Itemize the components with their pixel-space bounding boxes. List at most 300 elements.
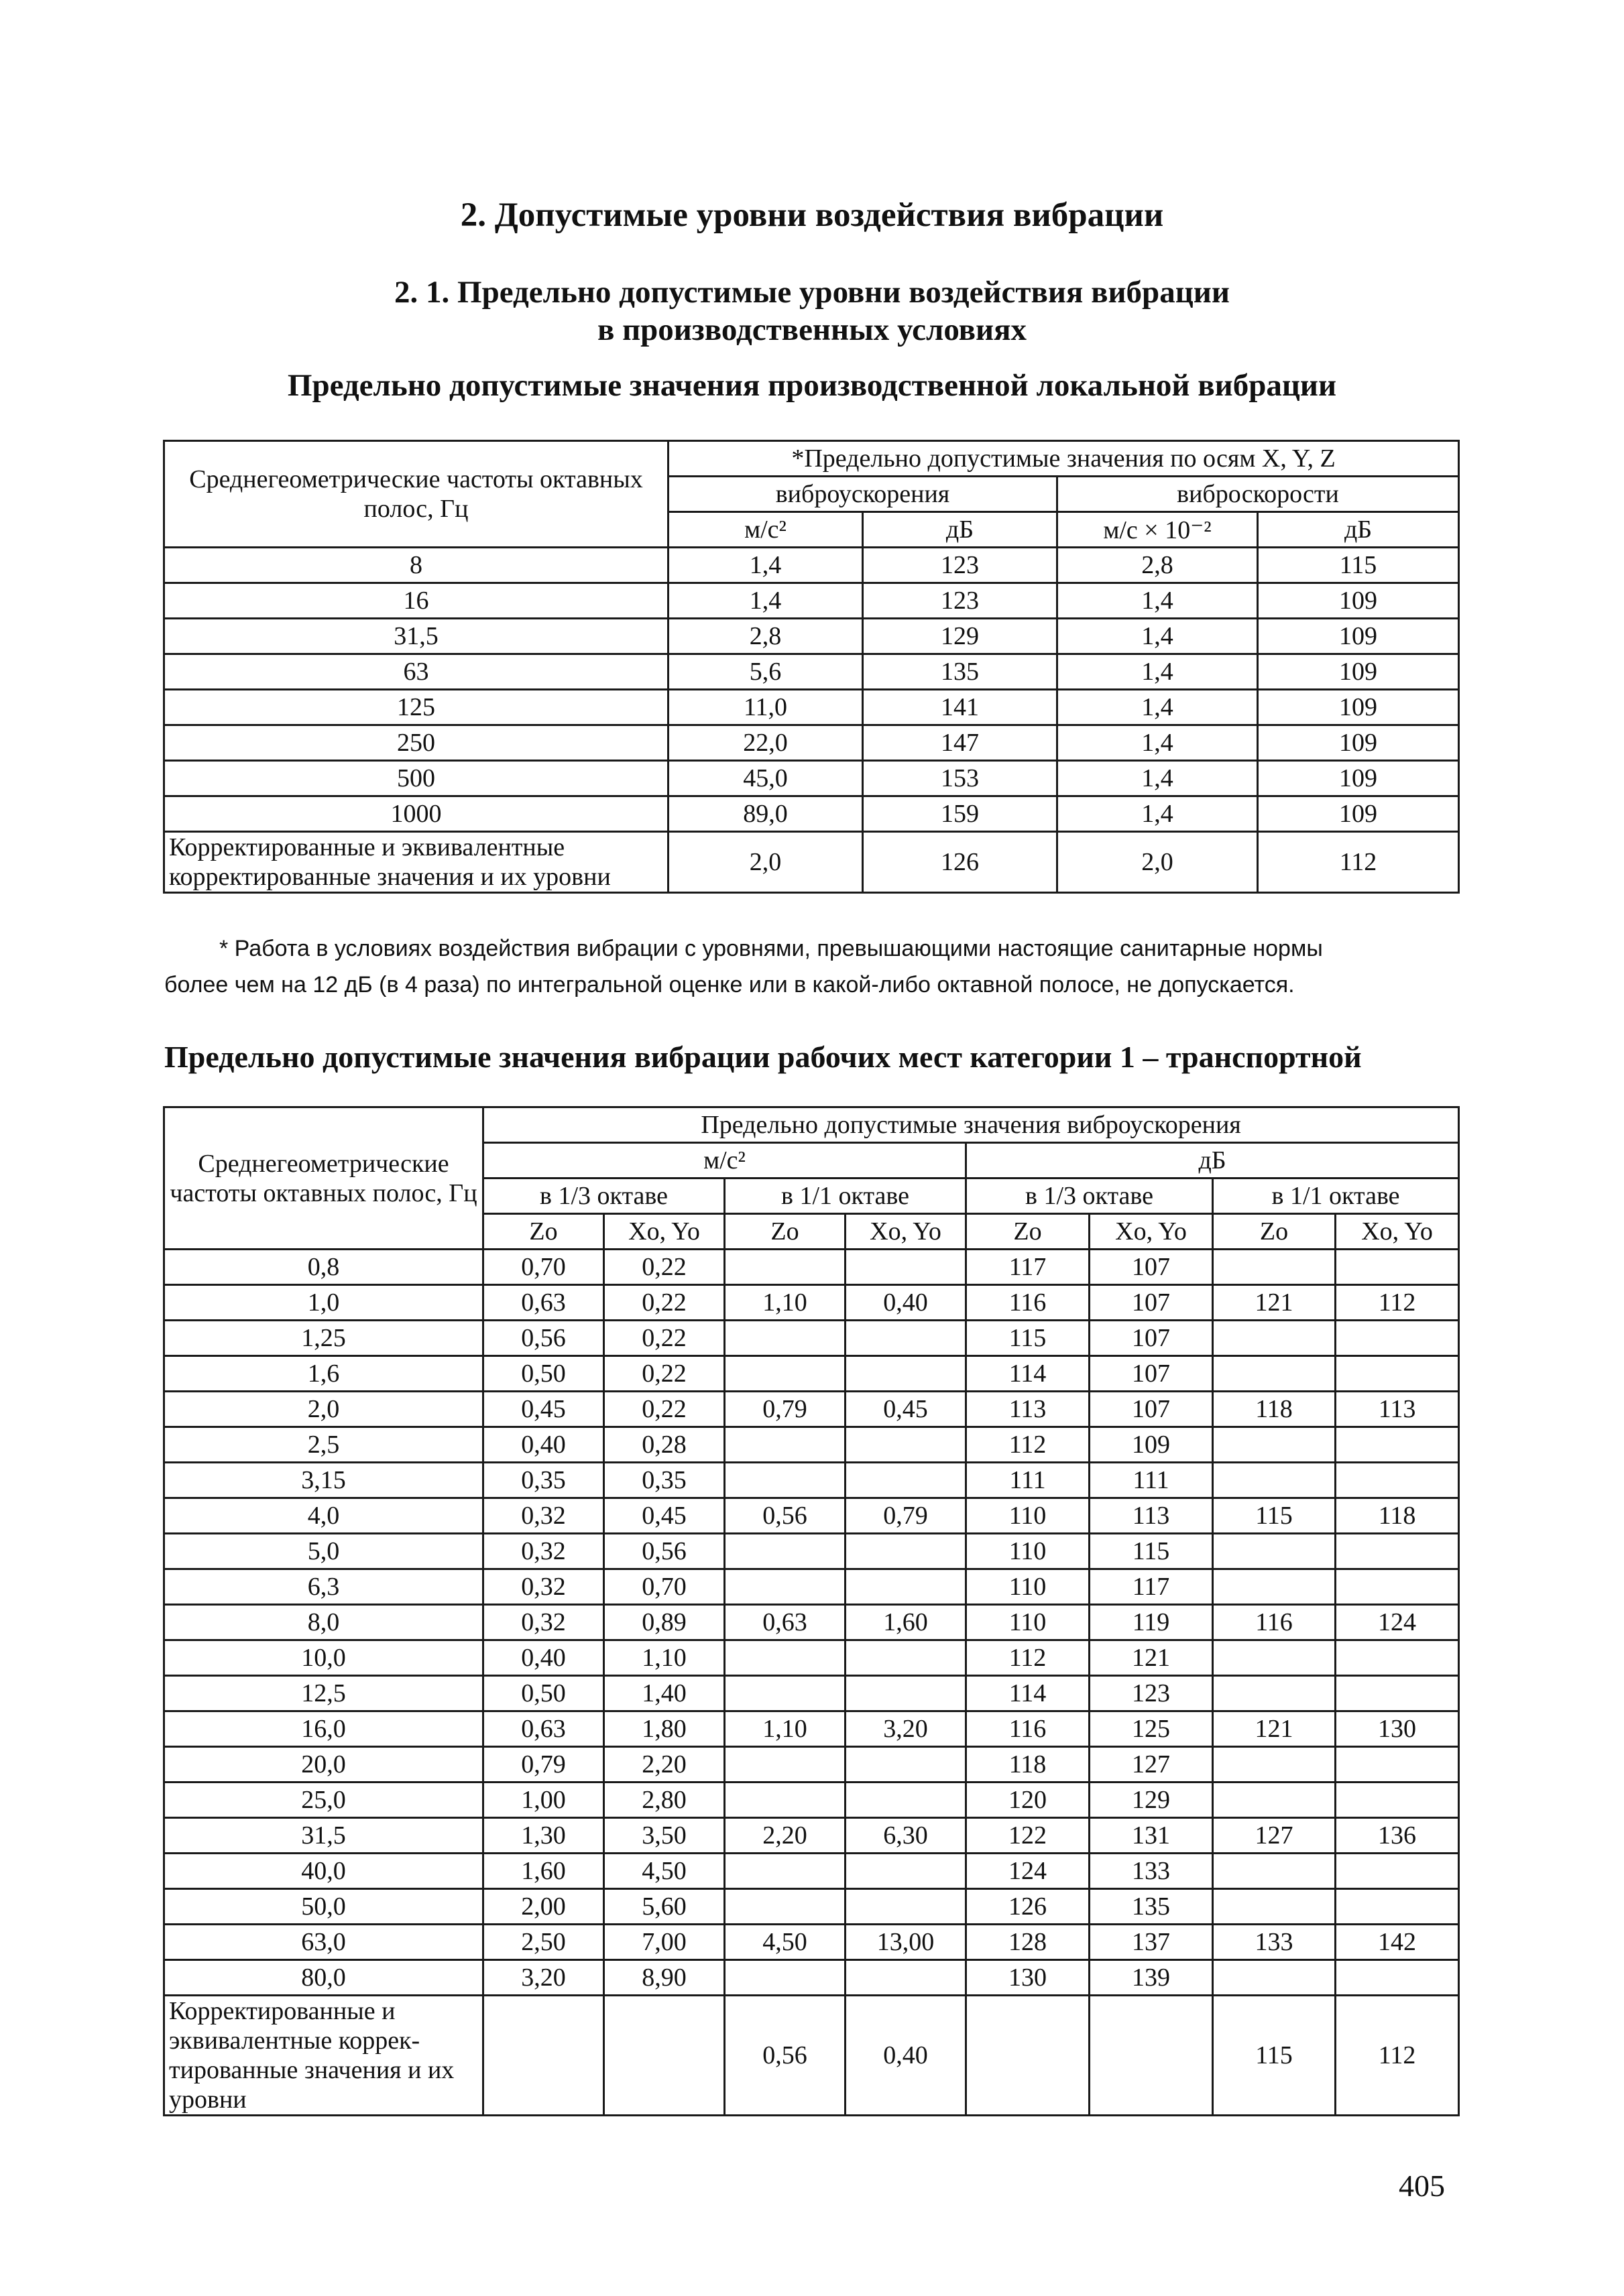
table2-summary-cell: 115 (1213, 1996, 1336, 2116)
table2-value-cell: 114 (966, 1356, 1090, 1392)
table2-value-cell: 0,45 (483, 1392, 604, 1427)
table2-value-cell: 1,00 (483, 1783, 604, 1818)
table2-value-cell (1336, 1250, 1459, 1285)
table2-row (164, 1605, 1459, 1640)
table2-value-cell: 110 (966, 1534, 1090, 1569)
table2-value-cell: 0,32 (483, 1569, 604, 1605)
table2-row (164, 1356, 1459, 1392)
table2-value-cell (846, 1960, 966, 1996)
table2-value-cell: 118 (1213, 1392, 1336, 1427)
table2-value-cell (846, 1747, 966, 1783)
table2-value-cell: 0,45 (846, 1392, 966, 1427)
table1-freq-cell: 500 (164, 761, 669, 796)
table2-row (164, 1925, 1459, 1960)
table2-freq-cell: 3,15 (164, 1463, 483, 1498)
table1-value-cell: 159 (863, 796, 1057, 832)
table2-freq-cell: 31,5 (164, 1818, 483, 1854)
table2-value-cell (725, 1783, 846, 1818)
table2-value-cell: 5,60 (604, 1889, 725, 1925)
table2-value-cell: 113 (966, 1392, 1090, 1427)
table2-value-cell: 107 (1090, 1321, 1213, 1356)
table2-header (164, 1107, 1459, 1250)
table1-freq-cell: 16 (164, 583, 669, 619)
table2-freq-cell: 25,0 (164, 1783, 483, 1818)
table1-value-cell: 22,0 (669, 725, 863, 761)
table2-value-cell: 0,50 (483, 1356, 604, 1392)
table2-value-cell: 114 (966, 1676, 1090, 1711)
table2-value-cell (1213, 1534, 1336, 1569)
table2-value-cell: 107 (1090, 1250, 1213, 1285)
table1-unit-db1: дБ (863, 512, 1057, 548)
table2-value-cell: 109 (1090, 1427, 1213, 1463)
table2-row (164, 1747, 1459, 1783)
table2-value-cell: 0,22 (604, 1321, 725, 1356)
table2-value-cell (1213, 1250, 1336, 1285)
table2-value-cell: 6,30 (846, 1818, 966, 1854)
table2-freq-cell: 12,5 (164, 1676, 483, 1711)
table2-value-cell (846, 1783, 966, 1818)
table1-value-cell: 109 (1258, 690, 1459, 725)
table1-value-cell: 1,4 (1057, 619, 1258, 654)
table2-value-cell: 1,10 (604, 1640, 725, 1676)
table2-axis-header: Zo (966, 1214, 1090, 1250)
table2-value-cell (725, 1854, 846, 1889)
table2-value-cell (725, 1534, 846, 1569)
table2-value-cell (846, 1854, 966, 1889)
table2-value-cell: 0,89 (604, 1605, 725, 1640)
table1-title: Предельно допустимые значения производственной локальной вибрации (287, 368, 1337, 403)
table1-value-cell: 129 (863, 619, 1057, 654)
table2-value-cell (846, 1640, 966, 1676)
table2-value-cell: 3,20 (483, 1960, 604, 1996)
table2-value-cell: 107 (1090, 1356, 1213, 1392)
table2-value-cell: 115 (1213, 1498, 1336, 1534)
table2-summary-cell (966, 1996, 1090, 2116)
table1-freq-cell: 31,5 (164, 619, 669, 654)
table2-freq-cell: 4,0 (164, 1498, 483, 1534)
table2-value-cell: 0,70 (604, 1569, 725, 1605)
table1-value-cell: 135 (863, 654, 1057, 690)
table2-freq-cell: 6,3 (164, 1569, 483, 1605)
table2-value-cell: 117 (1090, 1569, 1213, 1605)
table2-freq-header: Среднегеометрические частоты октавных полос, Гц (164, 1107, 483, 1250)
local-vibration-table (163, 440, 1460, 894)
table2-value-cell (725, 1463, 846, 1498)
table2-value-cell: 1,10 (725, 1711, 846, 1747)
table2-row (164, 1569, 1459, 1605)
table2-value-cell: 1,30 (483, 1818, 604, 1854)
table2-value-cell: 110 (966, 1569, 1090, 1605)
table2-value-cell: 0,79 (483, 1747, 604, 1783)
table1-summary-cell: 2,0 (669, 832, 863, 893)
table2-freq-cell: 63,0 (164, 1925, 483, 1960)
table2-row (164, 1498, 1459, 1534)
table2-axis-header: Zo (725, 1214, 846, 1250)
table2-axis-header: Zo (1213, 1214, 1336, 1250)
table2-summary-row (164, 1996, 1459, 2116)
table1-row (164, 690, 1459, 725)
table1-row (164, 761, 1459, 796)
table1-summary-cell: 2,0 (1057, 832, 1258, 893)
table1-value-cell: 123 (863, 583, 1057, 619)
table2-value-cell: 121 (1213, 1285, 1336, 1321)
table2-value-cell: 0,56 (725, 1498, 846, 1534)
table2-value-cell (725, 1321, 846, 1356)
table1-value-cell: 1,4 (669, 548, 863, 583)
table2-freq-cell: 5,0 (164, 1534, 483, 1569)
table2-value-cell (1336, 1676, 1459, 1711)
table1-value-cell: 11,0 (669, 690, 863, 725)
table2-value-cell (725, 1427, 846, 1463)
table2-value-cell (725, 1889, 846, 1925)
table2-value-cell: 122 (966, 1818, 1090, 1854)
table2-freq-cell: 0,8 (164, 1250, 483, 1285)
table2-value-cell: 115 (1090, 1534, 1213, 1569)
table2-value-cell: 0,63 (725, 1605, 846, 1640)
table2-axis-header: Xo, Yo (846, 1214, 966, 1250)
table1-freq-cell: 1000 (164, 796, 669, 832)
table1-value-cell: 153 (863, 761, 1057, 796)
table2-value-cell: 0,22 (604, 1285, 725, 1321)
table2-row (164, 1427, 1459, 1463)
table2-full-octave-db: в 1/1 октаве (1213, 1179, 1459, 1214)
table2-value-cell (1336, 1569, 1459, 1605)
page-number: 405 (1399, 2169, 1445, 2203)
table2-value-cell: 139 (1090, 1960, 1213, 1996)
table2-value-cell: 0,50 (483, 1676, 604, 1711)
table2-value-cell (846, 1534, 966, 1569)
table1-velocity-header: виброскорости (1057, 477, 1459, 512)
table2-value-cell: 119 (1090, 1605, 1213, 1640)
table1-value-cell: 141 (863, 690, 1057, 725)
footnote-line1: * Работа в условиях воздействия вибрации с уровнями, превышающими настоящие санитарные нормы (219, 936, 1323, 961)
table1-freq-cell: 250 (164, 725, 669, 761)
table2-freq-cell: 50,0 (164, 1889, 483, 1925)
table2-row (164, 1854, 1459, 1889)
table1-unit-accel: м/с² (669, 512, 863, 548)
table2-value-cell (1213, 1640, 1336, 1676)
table2-value-cell: 135 (1090, 1889, 1213, 1925)
table2-value-cell: 1,60 (846, 1605, 966, 1640)
table2-third-octave-db: в 1/3 октаве (966, 1179, 1213, 1214)
table2-value-cell: 142 (1336, 1925, 1459, 1960)
table2-third-octave-ms2: в 1/3 октаве (483, 1179, 725, 1214)
table2-value-cell (1213, 1889, 1336, 1925)
table1-body (164, 548, 1459, 832)
table2-summary-label: Корректированные и эквивалентные коррек-тированные значения и их уровни (164, 1996, 483, 2116)
table2-freq-cell: 8,0 (164, 1605, 483, 1640)
table1-freq-cell: 8 (164, 548, 669, 583)
table1-summary-row (164, 832, 1459, 893)
table2-value-cell: 0,70 (483, 1250, 604, 1285)
table2-summary-cell: 112 (1336, 1996, 1459, 2116)
table2-value-cell: 120 (966, 1783, 1090, 1818)
table2-value-cell: 107 (1090, 1285, 1213, 1321)
table2-value-cell: 127 (1090, 1747, 1213, 1783)
footnote (164, 930, 1458, 1003)
table2-axis-header: Xo, Yo (1336, 1214, 1459, 1250)
table2-freq-cell: 16,0 (164, 1711, 483, 1747)
table2-value-cell: 0,32 (483, 1498, 604, 1534)
table2-value-cell: 1,80 (604, 1711, 725, 1747)
transport-vibration-table (163, 1106, 1460, 2116)
table2-value-cell: 4,50 (604, 1854, 725, 1889)
table1-value-cell: 123 (863, 548, 1057, 583)
table2-full-octave-ms2: в 1/1 октаве (725, 1179, 966, 1214)
table2-value-cell (846, 1889, 966, 1925)
table2-value-cell: 116 (966, 1285, 1090, 1321)
table1-value-cell: 1,4 (1057, 690, 1258, 725)
table2-value-cell: 1,60 (483, 1854, 604, 1889)
table2-value-cell: 7,00 (604, 1925, 725, 1960)
table2-value-cell: 2,00 (483, 1889, 604, 1925)
table2-value-cell (1336, 1356, 1459, 1392)
table2-value-cell: 128 (966, 1925, 1090, 1960)
table2-value-cell: 0,63 (483, 1711, 604, 1747)
table2-value-cell: 123 (1090, 1676, 1213, 1711)
table2-value-cell: 116 (966, 1711, 1090, 1747)
table1-value-cell: 109 (1258, 725, 1459, 761)
table2-axis-header: Xo, Yo (1090, 1214, 1213, 1250)
table2-value-cell: 2,20 (604, 1747, 725, 1783)
table1-summary-label: Корректированные и эквивалентные корректированные значения и их уровни (164, 832, 669, 893)
table2-summary-cell: 0,40 (846, 1996, 966, 2116)
table2-value-cell (846, 1427, 966, 1463)
table1-value-cell: 2,8 (669, 619, 863, 654)
table1-summary-cell: 112 (1258, 832, 1459, 893)
table2-value-cell: 4,50 (725, 1925, 846, 1960)
table2-value-cell: 131 (1090, 1818, 1213, 1854)
table2-value-cell (1336, 1463, 1459, 1498)
table2-value-cell (846, 1356, 966, 1392)
table2-value-cell (846, 1250, 966, 1285)
table2-value-cell (1336, 1321, 1459, 1356)
table1-value-cell: 89,0 (669, 796, 863, 832)
table2-value-cell: 1,10 (725, 1285, 846, 1321)
table1-value-cell: 147 (863, 725, 1057, 761)
table2-value-cell (1336, 1640, 1459, 1676)
table1-row (164, 548, 1459, 583)
table2-title: Предельно допустимые значения вибрации рабочих мест категории 1 – транспортной (164, 1040, 1362, 1074)
table2-value-cell (1336, 1534, 1459, 1569)
table2-row (164, 1250, 1459, 1285)
table2-row (164, 1960, 1459, 1996)
table2-value-cell: 118 (1336, 1498, 1459, 1534)
subsection-heading-line1: 2. 1. Предельно допустимые уровни воздействия вибрации (394, 275, 1230, 310)
table2-value-cell: 0,32 (483, 1534, 604, 1569)
table2-value-cell: 118 (966, 1747, 1090, 1783)
table1-freq-cell: 125 (164, 690, 669, 725)
table2-value-cell (1213, 1463, 1336, 1498)
table2-freq-cell: 80,0 (164, 1960, 483, 1996)
table2-value-cell: 112 (1336, 1285, 1459, 1321)
table2-summary (164, 1996, 1459, 2116)
table2-value-cell: 137 (1090, 1925, 1213, 1960)
table1-row (164, 583, 1459, 619)
table2-freq-cell: 40,0 (164, 1854, 483, 1889)
table2-value-cell: 0,22 (604, 1356, 725, 1392)
table2-limits-header: Предельно допустимые значения виброускорения (483, 1107, 1459, 1143)
table1-value-cell: 109 (1258, 761, 1459, 796)
table2-value-cell: 110 (966, 1605, 1090, 1640)
table1-unit-db2: дБ (1258, 512, 1459, 548)
table2-row (164, 1711, 1459, 1747)
table2-row (164, 1321, 1459, 1356)
table2-value-cell: 8,90 (604, 1960, 725, 1996)
table2-value-cell (725, 1960, 846, 1996)
table2-value-cell: 0,32 (483, 1605, 604, 1640)
table2-value-cell: 0,79 (846, 1498, 966, 1534)
table1-value-cell: 1,4 (669, 583, 863, 619)
table2-row (164, 1285, 1459, 1321)
table2-value-cell: 112 (966, 1427, 1090, 1463)
table2-value-cell (1336, 1960, 1459, 1996)
table2-value-cell: 111 (966, 1463, 1090, 1498)
table2-value-cell (1213, 1854, 1336, 1889)
table1-value-cell: 1,4 (1057, 725, 1258, 761)
table2-value-cell: 129 (1090, 1783, 1213, 1818)
table2-value-cell (725, 1356, 846, 1392)
table2-value-cell: 0,63 (483, 1285, 604, 1321)
table2-value-cell: 121 (1090, 1640, 1213, 1676)
table2-row (164, 1640, 1459, 1676)
table2-value-cell (1213, 1676, 1336, 1711)
table1-value-cell: 1,4 (1057, 796, 1258, 832)
table2-value-cell (1336, 1854, 1459, 1889)
table1-row (164, 796, 1459, 832)
table1-summary (164, 832, 1459, 893)
table2-value-cell: 0,22 (604, 1392, 725, 1427)
table2-row (164, 1392, 1459, 1427)
table1-value-cell: 2,8 (1057, 548, 1258, 583)
table2-value-cell (1213, 1356, 1336, 1392)
table2-value-cell: 3,50 (604, 1818, 725, 1854)
table2-summary-cell (483, 1996, 604, 2116)
table2-value-cell: 133 (1213, 1925, 1336, 1960)
table1-value-cell: 1,4 (1057, 583, 1258, 619)
table2-value-cell: 112 (966, 1640, 1090, 1676)
table2-value-cell (725, 1640, 846, 1676)
table2-value-cell: 0,45 (604, 1498, 725, 1534)
table2-value-cell: 113 (1090, 1498, 1213, 1534)
table2-value-cell (846, 1569, 966, 1605)
table2-value-cell (1336, 1889, 1459, 1925)
table2-value-cell (1213, 1321, 1336, 1356)
footnote-line2: более чем на 12 дБ (в 4 раза) по интегральной оценке или в какой-либо октавной полосе, не допускается. (164, 972, 1295, 998)
table2-value-cell: 125 (1090, 1711, 1213, 1747)
table2-value-cell: 0,40 (846, 1285, 966, 1321)
table2-value-cell: 124 (966, 1854, 1090, 1889)
table2-row (164, 1534, 1459, 1569)
table1-limits-header: *Предельно допустимые значения по осям X, Y, Z (669, 441, 1459, 477)
table2-row (164, 1676, 1459, 1711)
table2-value-cell: 136 (1336, 1818, 1459, 1854)
table2-summary-cell: 0,56 (725, 1996, 846, 2116)
table1-value-cell: 1,4 (1057, 654, 1258, 690)
table2-freq-cell: 1,6 (164, 1356, 483, 1392)
table2-value-cell (846, 1463, 966, 1498)
table2-axis-header: Zo (483, 1214, 604, 1250)
table2-unit-db: дБ (966, 1143, 1459, 1179)
table2-body (164, 1250, 1459, 1996)
table2-value-cell (1213, 1783, 1336, 1818)
table2-value-cell (1213, 1569, 1336, 1605)
table1-row (164, 725, 1459, 761)
table2-axis-header: Xo, Yo (604, 1214, 725, 1250)
table2-value-cell (1336, 1427, 1459, 1463)
table2-value-cell: 13,00 (846, 1925, 966, 1960)
table2-freq-cell: 1,25 (164, 1321, 483, 1356)
table2-value-cell: 0,35 (604, 1463, 725, 1498)
table2-value-cell (1213, 1960, 1336, 1996)
table2-freq-cell: 2,5 (164, 1427, 483, 1463)
table1-row (164, 654, 1459, 690)
table2-value-cell: 117 (966, 1250, 1090, 1285)
table2-value-cell: 111 (1090, 1463, 1213, 1498)
table2-summary-cell (1090, 1996, 1213, 2116)
table2-value-cell: 3,20 (846, 1711, 966, 1747)
table2-value-cell (725, 1569, 846, 1605)
table2-value-cell: 1,40 (604, 1676, 725, 1711)
table2-value-cell: 130 (966, 1960, 1090, 1996)
table1-header (164, 441, 1459, 548)
table2-value-cell: 115 (966, 1321, 1090, 1356)
table2-value-cell: 0,28 (604, 1427, 725, 1463)
table2-row (164, 1783, 1459, 1818)
table2-value-cell (725, 1250, 846, 1285)
table2-freq-cell: 1,0 (164, 1285, 483, 1321)
table1-value-cell: 109 (1258, 619, 1459, 654)
table2-value-cell: 0,40 (483, 1427, 604, 1463)
table1-accel-header: виброускорения (669, 477, 1057, 512)
subsection-heading-line2: в производственных условиях (597, 312, 1027, 347)
table2-value-cell: 0,35 (483, 1463, 604, 1498)
table2-value-cell: 127 (1213, 1818, 1336, 1854)
table2-value-cell: 0,79 (725, 1392, 846, 1427)
table2-value-cell (1213, 1747, 1336, 1783)
table2-value-cell: 0,56 (483, 1321, 604, 1356)
table2-value-cell: 2,50 (483, 1925, 604, 1960)
table2-row (164, 1818, 1459, 1854)
table1-value-cell: 115 (1258, 548, 1459, 583)
table2-unit-ms2: м/с² (483, 1143, 966, 1179)
table1-value-cell: 109 (1258, 654, 1459, 690)
table2-freq-cell: 20,0 (164, 1747, 483, 1783)
table1-row (164, 619, 1459, 654)
table2-value-cell: 2,80 (604, 1783, 725, 1818)
table2-value-cell (846, 1676, 966, 1711)
table2-summary-cell (604, 1996, 725, 2116)
table2-value-cell: 133 (1090, 1854, 1213, 1889)
table2-value-cell: 116 (1213, 1605, 1336, 1640)
table2-value-cell (1336, 1747, 1459, 1783)
table2-value-cell: 2,20 (725, 1818, 846, 1854)
table2-value-cell: 113 (1336, 1392, 1459, 1427)
table2-value-cell: 0,56 (604, 1534, 725, 1569)
subsection-heading (0, 274, 1624, 349)
section-heading: 2. Допустимые уровни воздействия вибрации (460, 196, 1164, 234)
table1-value-cell: 5,6 (669, 654, 863, 690)
table1-freq-cell: 63 (164, 654, 669, 690)
table2-freq-cell: 2,0 (164, 1392, 483, 1427)
table2-row (164, 1889, 1459, 1925)
table1-value-cell: 109 (1258, 583, 1459, 619)
table2-value-cell: 126 (966, 1889, 1090, 1925)
table2-value-cell: 110 (966, 1498, 1090, 1534)
table1-unit-velocity: м/с × 10⁻² (1057, 512, 1258, 548)
table2-value-cell: 124 (1336, 1605, 1459, 1640)
table2-value-cell: 0,22 (604, 1250, 725, 1285)
